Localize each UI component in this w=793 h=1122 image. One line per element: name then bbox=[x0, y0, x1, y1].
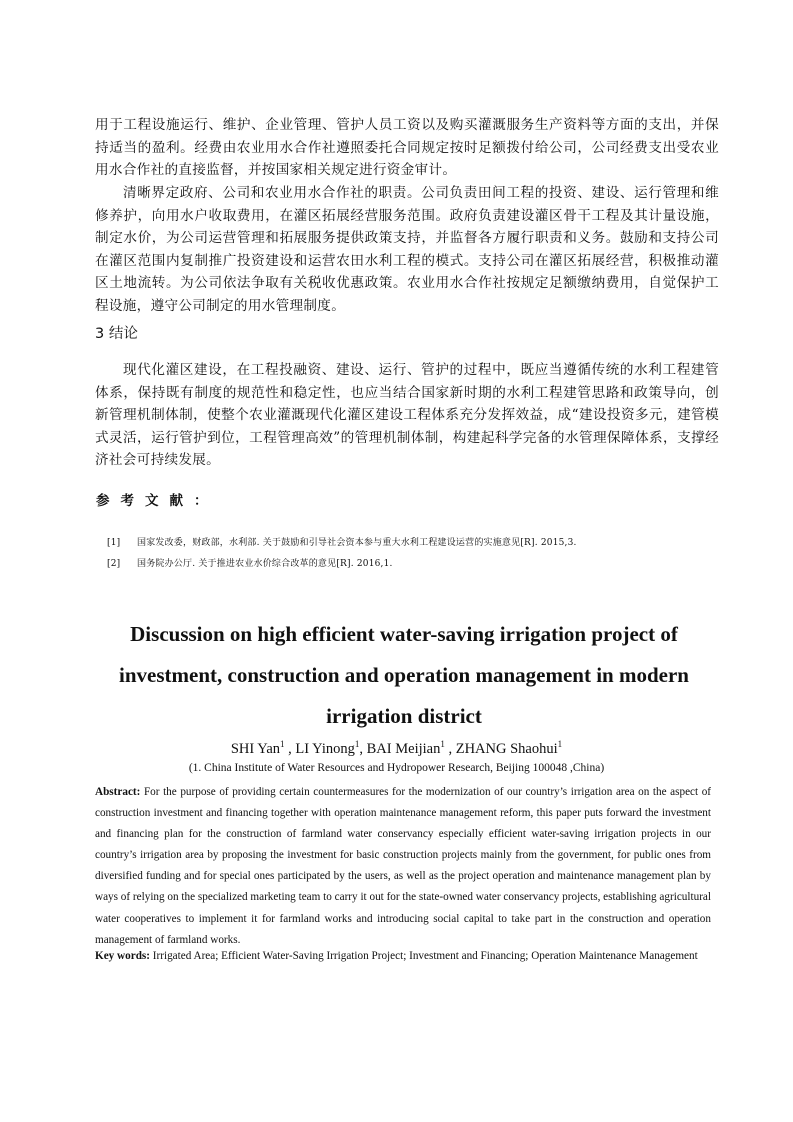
reference-text: 国家发改委，财政部，水利部. 关于鼓励和引导社会资本参与重大水利工程建设运营的实施意见[R]. 2015,3. bbox=[137, 538, 577, 548]
keywords bbox=[95, 946, 711, 967]
author-name: ZHANG Shaohui bbox=[455, 740, 558, 757]
conclusion-paragraph: 现代化灌区建设，在工程投融资、建设、运行、管护的过程中，既应当遵循传统的水利工程建管体系，保持既有制度的规范性和稳定性，也应当结合国家新时期的水利工程建管思路和政策导向，创新管理机制体制，使整个农业灌溉现代化灌区建设工程体系充分发挥效益，成“建设投资多元，建管模式灵活，运行管护到位，工程管理高效”的管理机制体制，构建起科学完备的水管理保障体系，支撑经济社会可持续发展。 bbox=[95, 362, 719, 469]
author-name: BAI Meijian bbox=[366, 740, 441, 757]
abstract-text: For the purpose of providing certain countermeasures for the modernization of our country’s irrigation area on the aspect of construction investment and financing together with operation maintenance management reform, this paper puts forward the investment and financing plan for the construction of farmland water conservancy especially efficient water-saving irrigation projects in our country’s irrigation area by proposing the investment for basic construction projects mainly from the government, for public ones from diversified funding and for special ones participated by the users, as well as the project operation and maintenance management plan by ways of relying on the specialized marketing team to carry it out for the state-owned water conservancy projects, establishing agricultural water cooperatives to implement it for farmland works and introducing social capital to take part in the construction and operation management of farmland works. bbox=[95, 786, 712, 946]
section-heading: 3 结论 bbox=[95, 326, 138, 342]
body-paragraph: 清晰界定政府、公司和农业用水合作社的职责。公司负责田间工程的投资、建设、运行管理和维修养护，向用水户收取费用，在灌区拓展经营服务范围。政府负责建设灌区骨干工程及其计量设施，制定水价，为公司运营管理和拓展服务提供政策支持，并监督各方履行职责和义务。鼓励和支持公司在灌区范围内复制推广投资建设和运营农田水利工程的模式。支持公司在灌区拓展经营，积极推动灌区土地流转。为公司依法争取有关税收优惠政策。农业用水合作社按规定足额缴纳费用，自觉保护工程设施，遵守公司制定的用水管理制度。 bbox=[95, 185, 719, 314]
references-title: 参考文献： bbox=[96, 493, 219, 509]
author-affiliation-mark: 1 bbox=[557, 739, 563, 749]
author-name: LI Yinong bbox=[295, 740, 355, 757]
reference-text: 国务院办公厅. 关于推进农业水价综合改革的意见[R]. 2016,1. bbox=[137, 559, 393, 569]
author-separator: , bbox=[444, 740, 456, 757]
keywords-text: Irrigated Area; Efficient Water-Saving Irrigation Project; Investment and Financing; Operation Maintenance Management bbox=[152, 950, 698, 962]
abstract bbox=[95, 782, 711, 951]
abstract-label: Abstract: bbox=[95, 786, 141, 798]
english-title-line: investment, construction and operation management in modern bbox=[119, 663, 689, 687]
english-title bbox=[90, 614, 718, 737]
affiliation: (1. China Institute of Water Resources and Hydropower Research, Beijing 100048 ,China) bbox=[188, 762, 605, 774]
body-paragraph: 用于工程设施运行、维护、企业管理、管护人员工资以及购买灌溉服务生产资料等方面的支出，并保持适当的盈利。经费由农业用水合作社遵照委托合同规定按时足额拨付给公司，公司经费支出受农业用水合作社的直接监督，并按国家相关规定进行资金审计。 bbox=[95, 117, 719, 179]
reference-item bbox=[107, 556, 393, 569]
author-list bbox=[0, 739, 793, 758]
author-name: SHI Yan bbox=[230, 740, 281, 757]
author-separator: , bbox=[284, 740, 296, 757]
reference-number: [1] bbox=[107, 538, 121, 548]
author-separator: , bbox=[359, 740, 367, 757]
author-affiliation-mark: 1 bbox=[440, 739, 445, 749]
keywords-label: Key words: bbox=[95, 950, 150, 962]
reference-number: [2] bbox=[107, 559, 121, 569]
author-affiliation-mark: 1 bbox=[280, 739, 285, 749]
author-affiliation-mark: 1 bbox=[354, 739, 360, 749]
english-title-line: irrigation district bbox=[326, 704, 482, 728]
english-title-line: Discussion on high efficient water-saving irrigation project of bbox=[130, 622, 678, 646]
reference-item bbox=[107, 535, 577, 548]
